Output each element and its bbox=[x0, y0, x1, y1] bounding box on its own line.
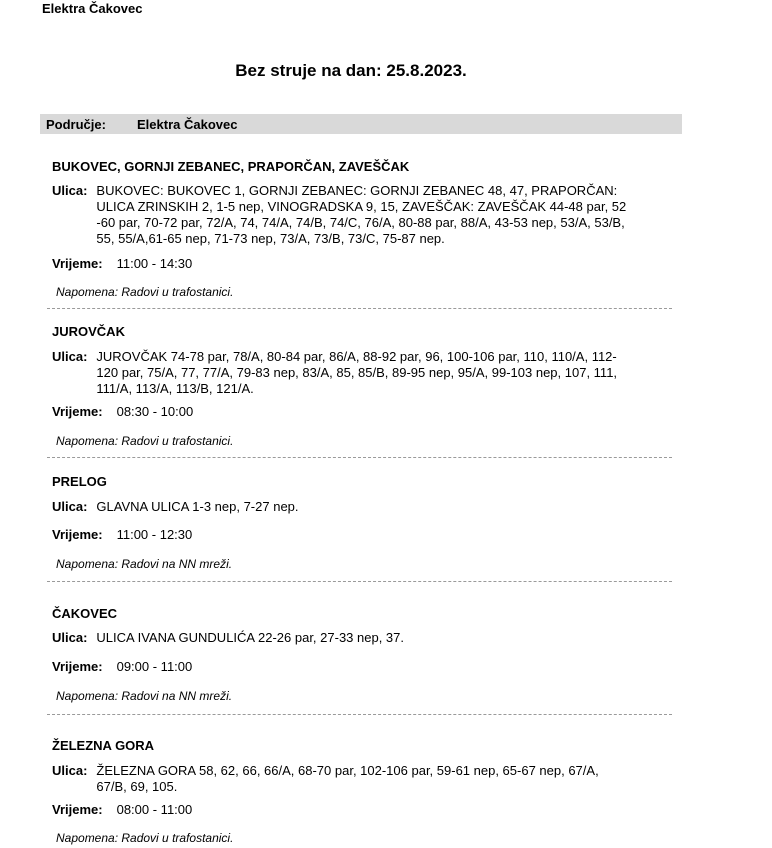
time-value: 11:00 - 12:30 bbox=[116, 527, 193, 542]
street-list bbox=[96, 630, 641, 646]
page-title: Bez struje na dan: 25.8.2023. bbox=[235, 61, 467, 80]
outage-block bbox=[52, 738, 672, 846]
outage-location: JUROVČAK bbox=[52, 324, 125, 339]
outage-block bbox=[52, 159, 672, 300]
time-label: Vrijeme: bbox=[52, 404, 103, 419]
street-label: Ulica: bbox=[52, 349, 88, 364]
outage-note: Napomena: Radovi u trafostanici. bbox=[56, 285, 234, 299]
street-row bbox=[52, 499, 672, 515]
outage-note: Napomena: Radovi u trafostanici. bbox=[56, 434, 234, 448]
street-list bbox=[96, 499, 641, 515]
street-line: ŽELEZNA GORA 58, 62, 66, 66/A, 68-70 par, 102-106 par, 59-61 nep, 65-67 nep, 67/A, bbox=[96, 763, 599, 778]
time-row bbox=[52, 659, 672, 675]
street-line: ULICA ZRINSKIH 2, 1-5 nep, VINOGRADSKA 9, 15, ZAVEŠČAK: ZAVEŠČAK 44-48 par, 52 bbox=[96, 199, 627, 214]
outage-location: BUKOVEC, GORNJI ZEBANEC, PRAPORČAN, ZAVEŠČAK bbox=[52, 159, 410, 174]
street-list bbox=[96, 183, 641, 247]
street-line: ULICA IVANA GUNDULIĆA 22-26 par, 27-33 nep, 37. bbox=[96, 630, 404, 645]
time-label: Vrijeme: bbox=[52, 527, 103, 542]
time-row bbox=[52, 527, 672, 543]
street-label: Ulica: bbox=[52, 183, 88, 198]
time-row bbox=[52, 404, 672, 420]
street-row bbox=[52, 763, 672, 795]
separator bbox=[47, 581, 672, 582]
street-label: Ulica: bbox=[52, 630, 88, 645]
time-label: Vrijeme: bbox=[52, 802, 103, 817]
outage-note: Napomena: Radovi u trafostanici. bbox=[56, 831, 234, 845]
time-value: 08:30 - 10:00 bbox=[116, 404, 194, 419]
time-value: 11:00 - 14:30 bbox=[116, 256, 193, 271]
separator bbox=[47, 714, 672, 715]
area-label: Područje: bbox=[46, 117, 106, 132]
street-line: JUROVČAK 74-78 par, 78/A, 80-84 par, 86/A, 88-92 par, 96, 100-106 par, 110, 110/A, 112- bbox=[96, 349, 617, 364]
street-list bbox=[96, 349, 641, 397]
outage-note: Napomena: Radovi na NN mreži. bbox=[56, 689, 233, 703]
street-label: Ulica: bbox=[52, 499, 88, 514]
street-list bbox=[96, 763, 641, 795]
time-label: Vrijeme: bbox=[52, 256, 103, 271]
street-line: GLAVNA ULICA 1-3 nep, 7-27 nep. bbox=[96, 499, 299, 514]
time-label: Vrijeme: bbox=[52, 659, 103, 674]
street-line: 120 par, 75/A, 77, 77/A, 79-83 nep, 83/A, 85, 85/B, 89-95 nep, 95/A, 99-103 nep, 107, 111, bbox=[96, 365, 618, 380]
outage-block bbox=[52, 474, 672, 572]
time-row bbox=[52, 256, 672, 272]
street-line: -60 par, 70-72 par, 72/A, 74, 74/A, 74/B, 74/C, 76/A, 80-88 par, 88/A, 43-53 nep, 53/A, 53/B, bbox=[96, 215, 625, 230]
outage-block bbox=[52, 606, 672, 704]
time-value: 08:00 - 11:00 bbox=[116, 802, 193, 817]
area-bar bbox=[40, 114, 682, 134]
street-row bbox=[52, 630, 672, 646]
area-value: Elektra Čakovec bbox=[137, 117, 238, 132]
outage-location: ČAKOVEC bbox=[52, 606, 118, 621]
outage-location: ŽELEZNA GORA bbox=[52, 738, 155, 753]
street-line: 55, 55/A,61-65 nep, 71-73 nep, 73/A, 73/B, 73/C, 75-87 nep. bbox=[96, 231, 445, 246]
separator bbox=[47, 308, 672, 309]
street-line: 111/A, 113/A, 113/B, 121/A. bbox=[96, 381, 254, 396]
outage-block bbox=[52, 324, 672, 449]
separator bbox=[47, 457, 672, 458]
time-value: 09:00 - 11:00 bbox=[116, 659, 193, 674]
time-row bbox=[52, 802, 672, 818]
outage-note: Napomena: Radovi na NN mreži. bbox=[56, 557, 233, 571]
street-label: Ulica: bbox=[52, 763, 88, 778]
street-line: 67/B, 69, 105. bbox=[96, 779, 178, 794]
street-row bbox=[52, 183, 672, 247]
company-name: Elektra Čakovec bbox=[42, 1, 143, 16]
street-row bbox=[52, 349, 672, 397]
street-line: BUKOVEC: BUKOVEC 1, GORNJI ZEBANEC: GORNJI ZEBANEC 48, 47, PRAPORČAN: bbox=[96, 183, 618, 198]
outage-location: PRELOG bbox=[52, 474, 107, 489]
